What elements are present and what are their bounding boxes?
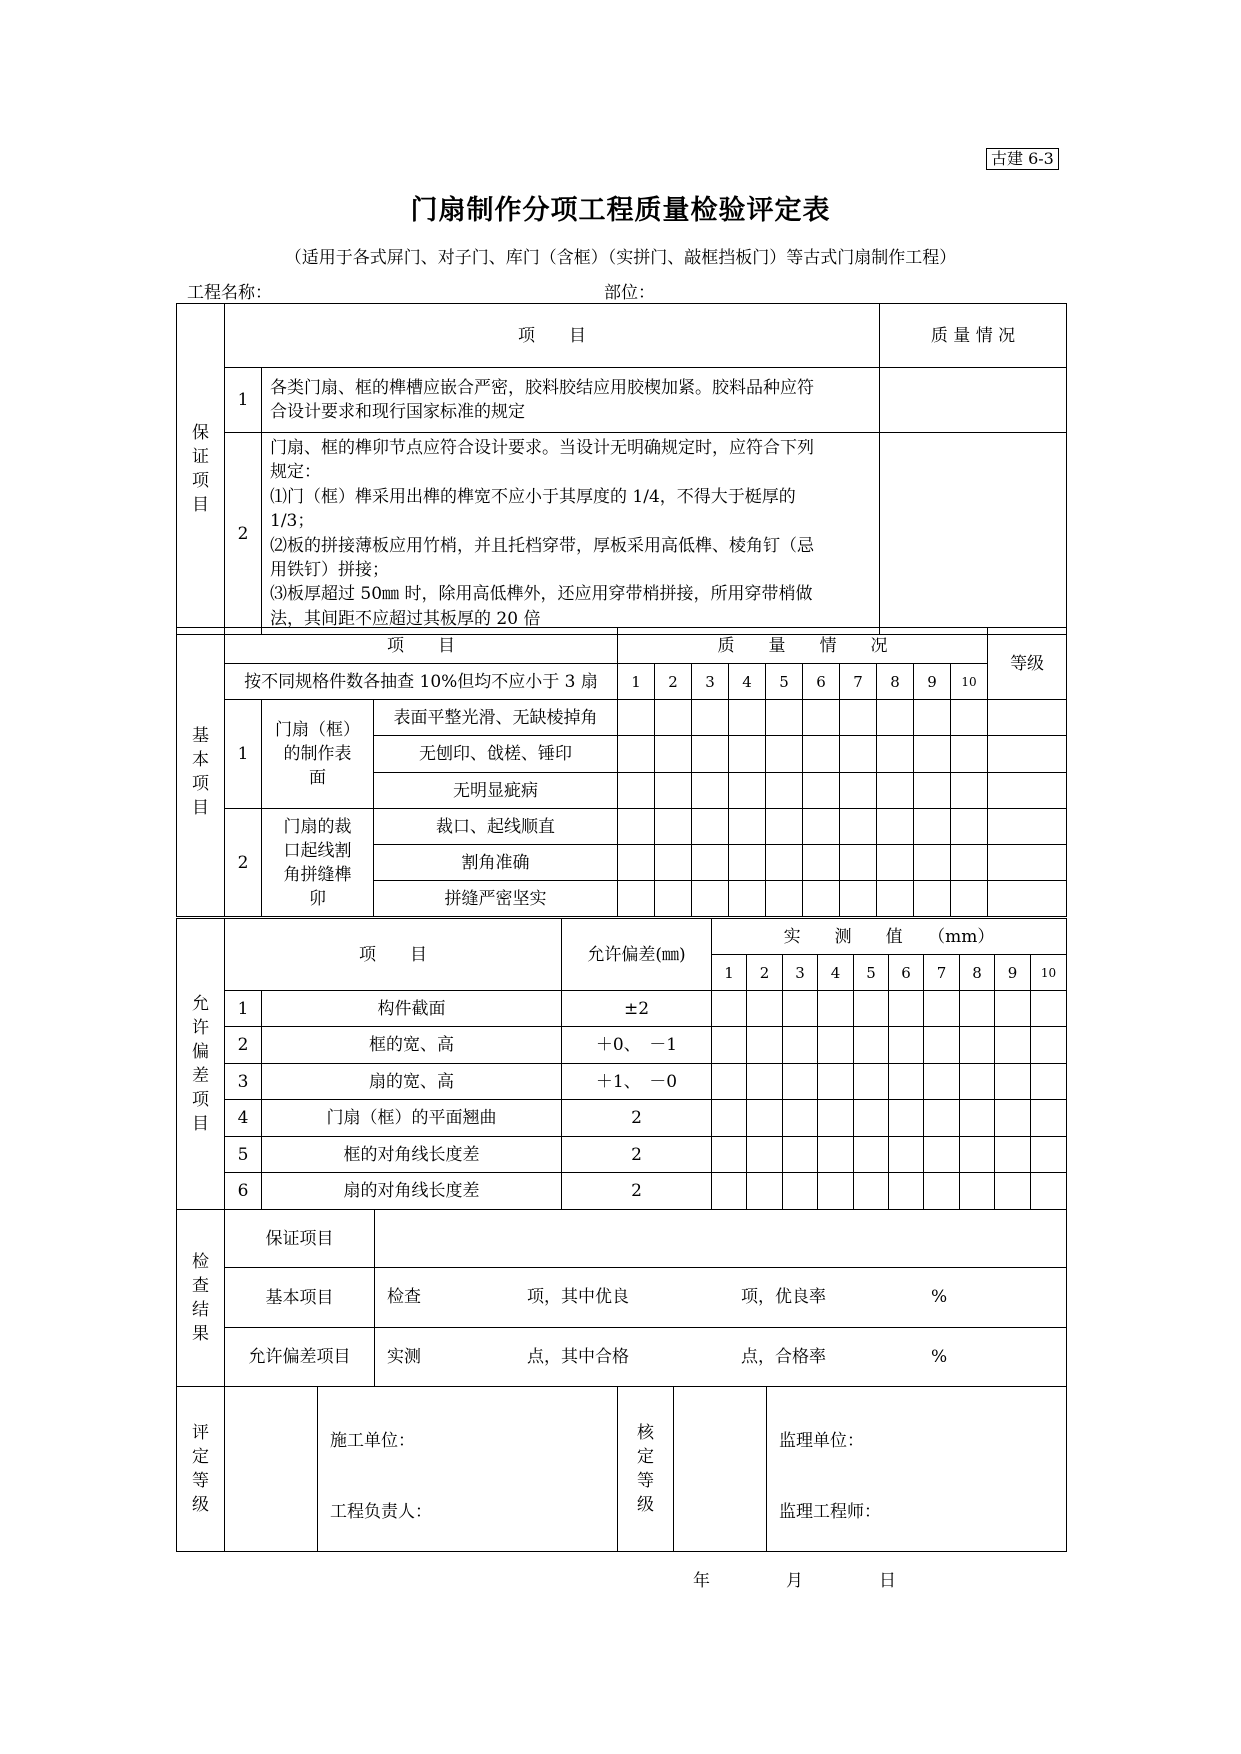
check-cell[interactable] bbox=[618, 700, 655, 736]
measure-cell[interactable] bbox=[818, 991, 854, 1027]
basic-sampling: 按不同规格件数各抽查 10%但均不应小于 3 扇 bbox=[225, 664, 618, 700]
tolerance-col-measure: 实 测 值 （mm） bbox=[712, 919, 1067, 955]
guarantee-item-2-text bbox=[262, 433, 880, 635]
result-word: 实测 bbox=[387, 1347, 421, 1367]
result-word: 点，合格率 bbox=[741, 1347, 826, 1367]
point-number: 6 bbox=[889, 955, 924, 991]
point-number: 3 bbox=[692, 664, 729, 700]
measure-cell[interactable] bbox=[854, 991, 889, 1027]
check-cell[interactable] bbox=[951, 773, 988, 809]
location-label: 部位： bbox=[604, 283, 655, 303]
check-result-cell[interactable] bbox=[375, 1268, 1067, 1328]
text-line: 合设计要求和现行国家标准的规定 bbox=[270, 402, 525, 422]
point-number: 2 bbox=[747, 955, 783, 991]
text-line: 各类门扇、框的榫槽应嵌合严密，胶料胶结应用胶楔加紧。胶料品种应符 bbox=[270, 377, 814, 398]
basic-group-name bbox=[262, 809, 374, 917]
text-line: 法，其间距不应超过其板厚的 20 倍 bbox=[270, 608, 541, 629]
measure-cell[interactable] bbox=[1031, 991, 1067, 1027]
measure-cell[interactable] bbox=[712, 1064, 747, 1100]
tolerance-row-tol: 2 bbox=[562, 1100, 712, 1137]
result-word: % bbox=[931, 1347, 948, 1367]
tolerance-table bbox=[176, 918, 1067, 1210]
measure-cell[interactable] bbox=[960, 991, 995, 1027]
check-cell[interactable] bbox=[877, 881, 914, 917]
point-number: 7 bbox=[840, 664, 877, 700]
point-number: 1 bbox=[618, 664, 655, 700]
check-cell[interactable] bbox=[766, 700, 803, 736]
measure-cell[interactable] bbox=[712, 991, 747, 1027]
guarantee-section-label bbox=[177, 304, 225, 635]
tolerance-row-item: 框的对角线长度差 bbox=[262, 1137, 562, 1173]
tolerance-row-item: 框的宽、高 bbox=[262, 1027, 562, 1064]
check-result-cell[interactable] bbox=[375, 1210, 1067, 1268]
check-section-text: 检查结果 bbox=[192, 1252, 209, 1344]
check-cell[interactable] bbox=[692, 881, 729, 917]
measure-cell[interactable] bbox=[924, 1064, 960, 1100]
measure-cell[interactable] bbox=[854, 1137, 889, 1173]
check-cell[interactable] bbox=[655, 736, 692, 773]
text-line: 口起线割 bbox=[283, 840, 352, 861]
tolerance-row-tol: 2 bbox=[562, 1173, 712, 1210]
result-word: 项，其中优良 bbox=[527, 1287, 629, 1307]
measure-cell[interactable] bbox=[783, 1027, 818, 1064]
check-cell[interactable] bbox=[729, 845, 766, 881]
check-cell[interactable] bbox=[840, 845, 877, 881]
grade-cell[interactable] bbox=[988, 845, 1067, 881]
result-word: % bbox=[931, 1287, 948, 1307]
text-line: 门扇的裁 bbox=[283, 816, 352, 837]
tolerance-row-tol: ＋0、 －1 bbox=[562, 1027, 712, 1064]
measure-cell[interactable] bbox=[854, 1027, 889, 1064]
result-word: 检查 bbox=[387, 1287, 421, 1307]
check-cell[interactable] bbox=[951, 700, 988, 736]
date-day: 日 bbox=[879, 1571, 896, 1591]
tolerance-section-label bbox=[177, 919, 225, 1210]
tolerance-row-item: 扇的对角线长度差 bbox=[262, 1173, 562, 1210]
basic-section-text: 基本项目 bbox=[192, 726, 209, 818]
check-cell[interactable] bbox=[766, 773, 803, 809]
measure-cell[interactable] bbox=[854, 1064, 889, 1100]
check-cell[interactable] bbox=[840, 881, 877, 917]
supervision-engineer-label: 监理工程师： bbox=[779, 1502, 881, 1522]
point-number: 7 bbox=[924, 955, 960, 991]
guarantee-item-no: 1 bbox=[225, 368, 262, 433]
point-number: 4 bbox=[729, 664, 766, 700]
point-number: 9 bbox=[995, 955, 1031, 991]
tolerance-col-item: 项 目 bbox=[225, 919, 562, 991]
rating-section-label bbox=[177, 1387, 225, 1552]
check-cell[interactable] bbox=[618, 881, 655, 917]
check-cell[interactable] bbox=[877, 773, 914, 809]
measure-cell[interactable] bbox=[995, 1027, 1031, 1064]
measure-cell[interactable] bbox=[747, 991, 783, 1027]
date-year: 年 bbox=[693, 1571, 710, 1591]
measure-cell[interactable] bbox=[924, 991, 960, 1027]
check-row-label: 允许偏差项目 bbox=[225, 1328, 375, 1387]
point-number: 10 bbox=[1031, 955, 1067, 991]
point-number: 1 bbox=[712, 955, 747, 991]
tolerance-row-item: 门扇（框）的平面翘曲 bbox=[262, 1100, 562, 1137]
check-cell[interactable] bbox=[877, 700, 914, 736]
construction-unit-label: 施工单位： bbox=[330, 1431, 415, 1451]
measure-cell[interactable] bbox=[960, 1137, 995, 1173]
measure-cell[interactable] bbox=[712, 1137, 747, 1173]
measure-cell[interactable] bbox=[1031, 1137, 1067, 1173]
check-cell[interactable] bbox=[692, 700, 729, 736]
measure-cell[interactable] bbox=[783, 991, 818, 1027]
tolerance-col-tol: 允许偏差(㎜) bbox=[562, 919, 712, 991]
check-cell[interactable] bbox=[914, 773, 951, 809]
check-cell[interactable] bbox=[840, 736, 877, 773]
measure-cell[interactable] bbox=[995, 1064, 1031, 1100]
point-number: 2 bbox=[655, 664, 692, 700]
tolerance-row-tol: ±2 bbox=[562, 991, 712, 1027]
measure-cell[interactable] bbox=[889, 1137, 924, 1173]
guarantee-item-1-text bbox=[262, 368, 880, 433]
basic-sub-item: 割角准确 bbox=[374, 845, 618, 881]
measure-cell[interactable] bbox=[889, 1027, 924, 1064]
basic-table bbox=[176, 627, 1067, 917]
point-number: 4 bbox=[818, 955, 854, 991]
basic-group-no: 2 bbox=[225, 809, 262, 917]
basic-col-item: 项 目 bbox=[225, 628, 618, 664]
guarantee-col-item: 项 目 bbox=[225, 304, 880, 368]
measure-cell[interactable] bbox=[783, 1100, 818, 1137]
basic-section-label bbox=[177, 628, 225, 917]
point-number: 8 bbox=[877, 664, 914, 700]
check-cell[interactable] bbox=[877, 736, 914, 773]
check-cell[interactable] bbox=[766, 881, 803, 917]
check-cell[interactable] bbox=[729, 736, 766, 773]
verify-label bbox=[618, 1387, 674, 1552]
basic-sub-item: 表面平整光滑、无缺棱掉角 bbox=[374, 700, 618, 736]
measure-cell[interactable] bbox=[1031, 1064, 1067, 1100]
quality-cell[interactable] bbox=[880, 433, 1067, 635]
check-cell[interactable] bbox=[877, 845, 914, 881]
rating-grade-cell[interactable] bbox=[225, 1387, 318, 1552]
guarantee-table bbox=[176, 303, 1067, 635]
text-line: 卯 bbox=[309, 888, 326, 909]
measure-cell[interactable] bbox=[889, 991, 924, 1027]
check-cell[interactable] bbox=[877, 809, 914, 845]
check-cell[interactable] bbox=[655, 773, 692, 809]
check-cell[interactable] bbox=[803, 736, 840, 773]
check-cell[interactable] bbox=[766, 809, 803, 845]
check-cell[interactable] bbox=[766, 736, 803, 773]
basic-col-grade: 等级 bbox=[988, 628, 1067, 700]
project-manager-label: 工程负责人： bbox=[330, 1502, 432, 1522]
tolerance-row-no: 1 bbox=[225, 991, 262, 1027]
measure-cell[interactable] bbox=[854, 1173, 889, 1210]
check-cell[interactable] bbox=[840, 773, 877, 809]
grade-cell[interactable] bbox=[988, 809, 1067, 845]
measure-cell[interactable] bbox=[995, 1173, 1031, 1210]
measure-cell[interactable] bbox=[712, 1173, 747, 1210]
measure-cell[interactable] bbox=[995, 1137, 1031, 1173]
measure-cell[interactable] bbox=[818, 1064, 854, 1100]
measure-cell[interactable] bbox=[889, 1064, 924, 1100]
verify-grade-cell[interactable] bbox=[674, 1387, 767, 1552]
check-cell[interactable] bbox=[914, 736, 951, 773]
tolerance-row-tol: ＋1、 －0 bbox=[562, 1064, 712, 1100]
check-cell[interactable] bbox=[655, 881, 692, 917]
tolerance-row-no: 5 bbox=[225, 1137, 262, 1173]
check-cell[interactable] bbox=[618, 809, 655, 845]
guarantee-section-text: 保证项目 bbox=[192, 423, 209, 516]
grade-cell[interactable] bbox=[988, 773, 1067, 809]
tolerance-row-no: 3 bbox=[225, 1064, 262, 1100]
point-number: 10 bbox=[951, 664, 988, 700]
tolerance-row-no: 6 bbox=[225, 1173, 262, 1210]
tolerance-row-tol: 2 bbox=[562, 1137, 712, 1173]
construction-cell bbox=[318, 1387, 618, 1552]
measure-cell[interactable] bbox=[924, 1100, 960, 1137]
quality-cell[interactable] bbox=[880, 368, 1067, 433]
basic-sub-item: 无刨印、戗槎、锤印 bbox=[374, 736, 618, 773]
measure-cell[interactable] bbox=[1031, 1027, 1067, 1064]
check-cell[interactable] bbox=[914, 881, 951, 917]
grade-cell[interactable] bbox=[988, 700, 1067, 736]
check-cell[interactable] bbox=[655, 809, 692, 845]
point-number: 9 bbox=[914, 664, 951, 700]
measure-cell[interactable] bbox=[747, 1100, 783, 1137]
text-line: 面 bbox=[309, 768, 326, 788]
point-number: 5 bbox=[854, 955, 889, 991]
guarantee-col-quality: 质 量 情 况 bbox=[880, 304, 1067, 368]
check-section-label bbox=[177, 1210, 225, 1387]
measure-cell[interactable] bbox=[960, 1027, 995, 1064]
measure-cell[interactable] bbox=[747, 1027, 783, 1064]
check-cell[interactable] bbox=[803, 700, 840, 736]
measure-cell[interactable] bbox=[818, 1173, 854, 1210]
form-code: 古建 6-3 bbox=[986, 148, 1059, 170]
check-cell[interactable] bbox=[766, 845, 803, 881]
check-cell[interactable] bbox=[729, 881, 766, 917]
result-word: 项，优良率 bbox=[741, 1287, 826, 1307]
check-cell[interactable] bbox=[692, 809, 729, 845]
check-cell[interactable] bbox=[803, 845, 840, 881]
tolerance-row-no: 2 bbox=[225, 1027, 262, 1064]
measure-cell[interactable] bbox=[995, 991, 1031, 1027]
check-cell[interactable] bbox=[951, 809, 988, 845]
measure-cell[interactable] bbox=[995, 1100, 1031, 1137]
check-cell[interactable] bbox=[692, 845, 729, 881]
measure-cell[interactable] bbox=[747, 1064, 783, 1100]
text-line: 角拼缝榫 bbox=[283, 864, 352, 885]
check-cell[interactable] bbox=[914, 700, 951, 736]
measure-cell[interactable] bbox=[854, 1100, 889, 1137]
tolerance-section-text: 允许偏差项目 bbox=[192, 994, 209, 1134]
grade-cell[interactable] bbox=[988, 881, 1067, 917]
check-cell[interactable] bbox=[951, 736, 988, 773]
check-cell[interactable] bbox=[655, 700, 692, 736]
date-month: 月 bbox=[786, 1571, 803, 1591]
check-result-cell[interactable] bbox=[375, 1328, 1067, 1387]
point-number: 3 bbox=[783, 955, 818, 991]
check-cell[interactable] bbox=[729, 773, 766, 809]
point-number: 6 bbox=[803, 664, 840, 700]
basic-group-no: 1 bbox=[225, 700, 262, 809]
grade-cell[interactable] bbox=[988, 736, 1067, 773]
measure-cell[interactable] bbox=[712, 1027, 747, 1064]
measure-cell[interactable] bbox=[1031, 1100, 1067, 1137]
check-result-table bbox=[176, 1209, 1067, 1387]
measure-cell[interactable] bbox=[924, 1173, 960, 1210]
text-line: 门扇（框） bbox=[275, 720, 360, 740]
text-line: ⑶板厚超过 50㎜ 时，除用高低榫外，还应用穿带梢拼接，所用穿带梢做 bbox=[270, 584, 813, 605]
check-cell[interactable] bbox=[655, 845, 692, 881]
basic-sub-item: 裁口、起线顺直 bbox=[374, 809, 618, 845]
supervision-cell bbox=[767, 1387, 1067, 1552]
point-number: 8 bbox=[960, 955, 995, 991]
measure-cell[interactable] bbox=[818, 1100, 854, 1137]
measure-cell[interactable] bbox=[747, 1137, 783, 1173]
check-cell[interactable] bbox=[618, 736, 655, 773]
check-cell[interactable] bbox=[618, 845, 655, 881]
measure-cell[interactable] bbox=[747, 1173, 783, 1210]
text-line: 门扇、框的榫卯节点应符合设计要求。当设计无明确规定时，应符合下列 bbox=[270, 438, 814, 458]
measure-cell[interactable] bbox=[783, 1173, 818, 1210]
text-line: 用铁钉）拼接； bbox=[270, 560, 389, 581]
check-cell[interactable] bbox=[729, 809, 766, 845]
check-cell[interactable] bbox=[803, 773, 840, 809]
check-cell[interactable] bbox=[914, 845, 951, 881]
supervision-unit-label: 监理单位： bbox=[779, 1431, 864, 1451]
check-cell[interactable] bbox=[951, 845, 988, 881]
tolerance-row-item: 扇的宽、高 bbox=[262, 1064, 562, 1100]
basic-sub-item: 拼缝严密坚实 bbox=[374, 881, 618, 917]
measure-cell[interactable] bbox=[889, 1100, 924, 1137]
basic-col-quality: 质 量 情 况 bbox=[618, 628, 988, 664]
page-title: 门扇制作分项工程质量检验评定表 bbox=[410, 195, 831, 226]
check-cell[interactable] bbox=[618, 773, 655, 809]
measure-cell[interactable] bbox=[924, 1137, 960, 1173]
text-line: 1/3； bbox=[270, 511, 315, 532]
check-cell[interactable] bbox=[840, 700, 877, 736]
check-cell[interactable] bbox=[803, 809, 840, 845]
check-row-label: 基本项目 bbox=[225, 1268, 375, 1328]
check-cell[interactable] bbox=[803, 881, 840, 917]
rating-section-text: 评定等级 bbox=[192, 1423, 209, 1515]
rating-table bbox=[176, 1386, 1067, 1552]
guarantee-item-no: 2 bbox=[225, 433, 262, 635]
text-line: ⑴门（框）榫采用出榫的榫宽不应小于其厚度的 1/4，不得大于梃厚的 bbox=[270, 486, 796, 507]
measure-cell[interactable] bbox=[712, 1100, 747, 1137]
check-row-label: 保证项目 bbox=[225, 1210, 375, 1268]
measure-cell[interactable] bbox=[960, 1064, 995, 1100]
text-line: 的制作表 bbox=[283, 744, 352, 764]
check-cell[interactable] bbox=[951, 881, 988, 917]
check-cell[interactable] bbox=[914, 809, 951, 845]
check-cell[interactable] bbox=[729, 700, 766, 736]
text-line: 规定： bbox=[270, 462, 321, 483]
point-number: 5 bbox=[766, 664, 803, 700]
measure-cell[interactable] bbox=[818, 1137, 854, 1173]
tolerance-row-no: 4 bbox=[225, 1100, 262, 1137]
project-name-label: 工程名称： bbox=[187, 283, 272, 303]
basic-group-name bbox=[262, 700, 374, 809]
check-cell[interactable] bbox=[840, 809, 877, 845]
measure-cell[interactable] bbox=[960, 1173, 995, 1210]
text-line: ⑵板的拼接薄板应用竹梢，并且托档穿带，厚板采用高低榫、棱角钉（忌 bbox=[270, 535, 814, 556]
page-subtitle: （适用于各式屏门、对子门、库门（含框）（实拼门、敲框挡板门）等古式门扇制作工程） bbox=[284, 248, 957, 268]
measure-cell[interactable] bbox=[924, 1027, 960, 1064]
measure-cell[interactable] bbox=[960, 1100, 995, 1137]
check-cell[interactable] bbox=[692, 773, 729, 809]
tolerance-row-item: 构件截面 bbox=[262, 991, 562, 1027]
measure-cell[interactable] bbox=[1031, 1173, 1067, 1210]
measure-cell[interactable] bbox=[818, 1027, 854, 1064]
basic-sub-item: 无明显疵病 bbox=[374, 773, 618, 809]
check-cell[interactable] bbox=[692, 736, 729, 773]
measure-cell[interactable] bbox=[889, 1173, 924, 1210]
verify-text: 核定等级 bbox=[637, 1423, 654, 1515]
measure-cell[interactable] bbox=[783, 1137, 818, 1173]
result-word: 点，其中合格 bbox=[527, 1347, 629, 1367]
measure-cell[interactable] bbox=[783, 1064, 818, 1100]
